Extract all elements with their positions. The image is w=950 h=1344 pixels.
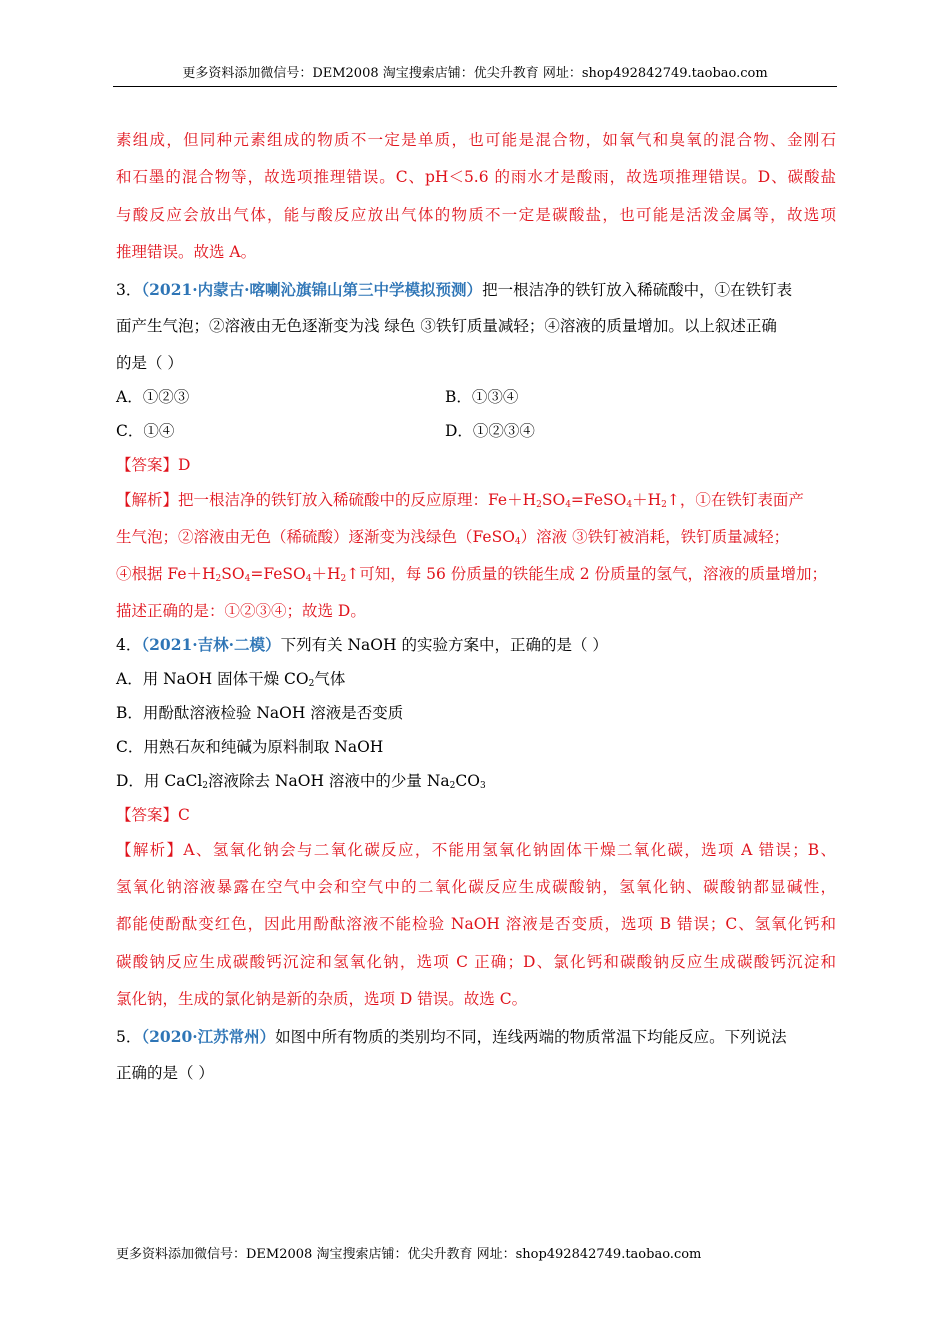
subscript: 4: [514, 537, 521, 548]
subscript: 2: [661, 499, 667, 510]
prev-explanation-line: 与酸反应会放出气体，能与酸反应放出气体的物质不一定是碳酸盐，也可能是活泼金属等，故选项: [116, 205, 836, 224]
question-number: 5．: [116, 1028, 142, 1047]
option-text: CO: [455, 771, 480, 790]
explanation-text: ↑可知，每 56 份质量的铁能生成 2 份质量的氢气，溶液的质量增加；: [346, 565, 828, 584]
question-4-explanation-line: 都能使酚酞变红色，因此用酚酞溶液不能检验 NaOH 溶液是否变质，选项 B 错误；C、氢氧化钙和: [116, 915, 836, 934]
explanation-text: =FeSO: [570, 490, 627, 509]
option-text: D．用 CaCl: [116, 771, 203, 790]
option-c: C．用熟石灰和纯碱为原料制取 NaOH: [116, 737, 384, 756]
subscript: 4: [565, 499, 571, 510]
option-text: 气体: [314, 669, 346, 688]
explanation-text: ④根据 Fe＋H: [116, 565, 216, 584]
explanation-text: SO: [541, 490, 566, 509]
question-stem-text: 把一根洁净的铁钉放入稀硫酸中，①在铁钉表: [482, 281, 793, 300]
explanation-text: ）溶液 ③铁钉被消耗，铁钉质量减轻；: [520, 528, 790, 547]
option-d: [116, 764, 836, 798]
prev-explanation-line: 素组成，但同种元素组成的物质不一定是单质，也可能是混合物，如氧气和臭氧的混合物、金刚石: [116, 131, 836, 149]
page-footer: 更多资料添加微信号：DEM2008 淘宝搜索店铺：优尖升教育 网址：shop492842749.taobao.com: [116, 1247, 702, 1262]
question-4-explanation-line: 氢氧化钠溶液暴露在空气中会和空气中的二氧化碳反应生成碳酸钠，氢氧化钠、碳酸钠都显碱性，: [116, 877, 836, 896]
subscript: 2: [202, 780, 209, 791]
subscript: 2: [215, 574, 222, 585]
question-3-explanation-line: [116, 556, 836, 593]
question-number: 4．: [116, 635, 142, 654]
explanation-text: ＋H: [632, 490, 662, 509]
explanation-text: A、氢氧化钠会与二氧化碳反应，不能用氢氧化钠固体干燥二氧化碳，选项 A 错误；B、: [183, 840, 836, 859]
question-4-stem: [116, 628, 836, 662]
option-b: B．用酚酞溶液检验 NaOH 溶液是否变质: [116, 703, 404, 722]
explanation-text: ＋H: [311, 565, 341, 584]
question-source: （2021·内蒙古·喀喇沁旗锦山第三中学模拟预测）: [141, 280, 483, 300]
option-a: A．①②③: [116, 387, 190, 406]
option-b: B．①③④: [445, 387, 519, 406]
document-body: [116, 122, 836, 1093]
prev-explanation-line: 和石墨的混合物等，故选项推理错误。C、pH＜5.6 的雨水才是酸雨，故选项推理错误。D、碳酸盐: [116, 168, 836, 187]
subscript: 4: [626, 499, 633, 510]
question-3-explanation-line: [116, 519, 836, 556]
explanation-text: =FeSO: [250, 565, 306, 584]
question-3-stem-line: 的是（ ）: [116, 353, 183, 372]
explanation-text: 生气泡；②溶液由无色（稀硫酸）逐渐变为浅绿色（FeSO: [116, 528, 515, 547]
question-stem-text: 如图中所有物质的类别均不同，连线两端的物质常温下均能反应。下列说法: [275, 1028, 787, 1047]
option-d: D．①②③④: [445, 421, 535, 440]
explanation-label: 【解析】: [116, 840, 184, 859]
question-5-stem-line: 正确的是（ ）: [116, 1064, 214, 1083]
option-a: [116, 662, 836, 696]
question-source: （2021·吉林·二模）: [141, 634, 281, 654]
question-5-stem: [116, 1018, 836, 1055]
option-text: 溶液除去 NaOH 溶液中的少量 Na: [208, 771, 450, 790]
page-header: 更多资料添加微信号：DEM2008 淘宝搜索店铺：优尖升教育 网址：shop492842749.taobao.com: [182, 66, 768, 81]
question-3-answer: 【答案】D: [116, 455, 191, 474]
question-3-options-row: [116, 380, 836, 414]
question-3-stem: [116, 271, 836, 308]
explanation-text: 把一根洁净的铁钉放入稀硫酸中的反应原理：Fe＋H: [178, 490, 537, 509]
subscript: 3: [479, 780, 486, 791]
header-divider: [113, 86, 837, 87]
question-3-explanation-line: 描述正确的是：①②③④；故选 D。: [116, 601, 366, 620]
option-c: C．①④: [116, 421, 175, 440]
subscript: 2: [449, 780, 456, 791]
question-source: （2020·江苏常州）: [141, 1027, 276, 1047]
question-4-answer: 【答案】C: [116, 805, 190, 824]
subscript: 2: [308, 678, 315, 689]
subscript: 2: [536, 499, 542, 510]
question-number: 3．: [116, 281, 142, 300]
question-3-explanation: [116, 482, 836, 519]
subscript: 4: [305, 574, 312, 585]
prev-explanation-line: 推理错误。故选 A。: [116, 242, 257, 261]
question-4-explanation: [116, 832, 836, 869]
option-text: A．用 NaOH 固体干燥 CO: [116, 669, 309, 688]
question-stem-text: 下列有关 NaOH 的实验方案中，正确的是（ ）: [280, 635, 608, 654]
question-4-explanation-line: 碳酸钠反应生成碳酸钙沉淀和氢氧化钠，选项 C 正确；D、氯化钙和碳酸钠反应生成碳酸钙沉淀和: [116, 952, 836, 971]
explanation-label: 【解析】: [116, 490, 179, 509]
question-4-explanation-line: 氯化钠，生成的氯化钠是新的杂质，选项 D 错误。故选 C。: [116, 989, 528, 1008]
question-3-stem-line: 面产生气泡；②溶液由无色逐渐变为浅 绿色 ③铁钉质量减轻；④溶液的质量增加。以上叙述正确: [116, 317, 777, 336]
subscript: 4: [244, 574, 251, 585]
question-3-options-row: [116, 414, 836, 448]
explanation-text: SO: [221, 565, 245, 584]
subscript: 2: [340, 574, 347, 585]
explanation-text: ↑，①在铁钉表面产: [666, 490, 804, 509]
